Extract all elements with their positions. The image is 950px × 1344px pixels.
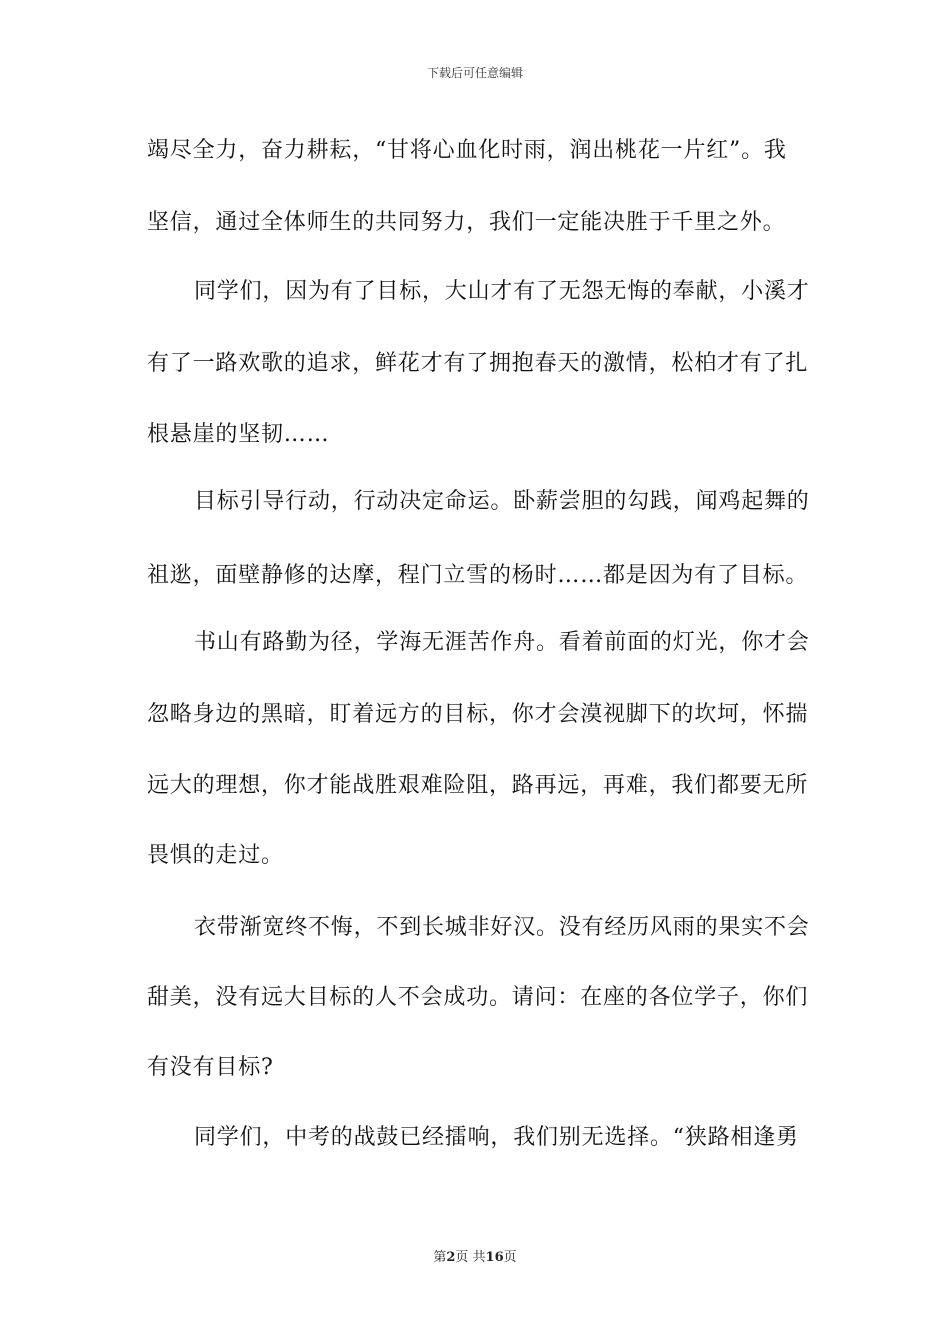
text-line: 甜美，没有远大目标的人不会成功。请问：在座的各位学子，你们 (147, 985, 809, 1010)
paragraph-first-line: 目标引导行动，行动决定命运。卧薪尝胆的勾践，闻鸡起舞的 (194, 489, 810, 514)
text-line: 祖逖，面壁静修的达摩，程门立雪的杨时……都是因为有了目标。 (147, 563, 809, 588)
footer-middle: 页 共 (455, 1250, 486, 1265)
paragraph-first-line: 书山有路勤为径，学海无涯苦作舟。看着前面的灯光，你才会 (194, 630, 810, 655)
text-line: 畏惧的走过。 (147, 843, 284, 868)
page-footer (0, 1246, 950, 1265)
text-line: 坚信，通过全体师生的共同努力，我们一定能决胜于千里之外。 (147, 210, 786, 235)
current-page-number: 2 (446, 1250, 456, 1265)
page-header-note: 下载后可任意编辑 (426, 66, 523, 80)
total-page-count: 16 (485, 1250, 504, 1265)
text-line: 有没有目标? (147, 1055, 274, 1080)
paragraph-first-line: 衣带渐宽终不悔，不到长城非好汉。没有经历风雨的果实不会 (194, 915, 810, 940)
footer-suffix: 页 (503, 1250, 517, 1265)
text-line: 竭尽全力，奋力耕耘，“甘将心血化时雨，润出桃花一片红”。我 (147, 138, 787, 163)
text-line: 有了一路欢歌的追求，鲜花才有了拥抱春天的激情，松柏才有了扎 (147, 351, 809, 376)
paragraph-first-line: 同学们，中考的战鼓已经擂响，我们别无选择。“狭路相逢勇 (194, 1125, 799, 1150)
text-line: 根悬崖的坚韧…… (147, 422, 330, 447)
text-line: 忽略身边的黑暗，盯着远方的目标，你才会漠视脚下的坎坷，怀揣 (147, 702, 809, 727)
paragraph-first-line: 同学们，因为有了目标，大山才有了无怨无悔的奉献，小溪才 (194, 279, 810, 304)
footer-prefix: 第 (433, 1250, 447, 1265)
text-line: 远大的理想，你才能战胜艰难险阻，路再远，再难，我们都要无所 (147, 773, 809, 798)
